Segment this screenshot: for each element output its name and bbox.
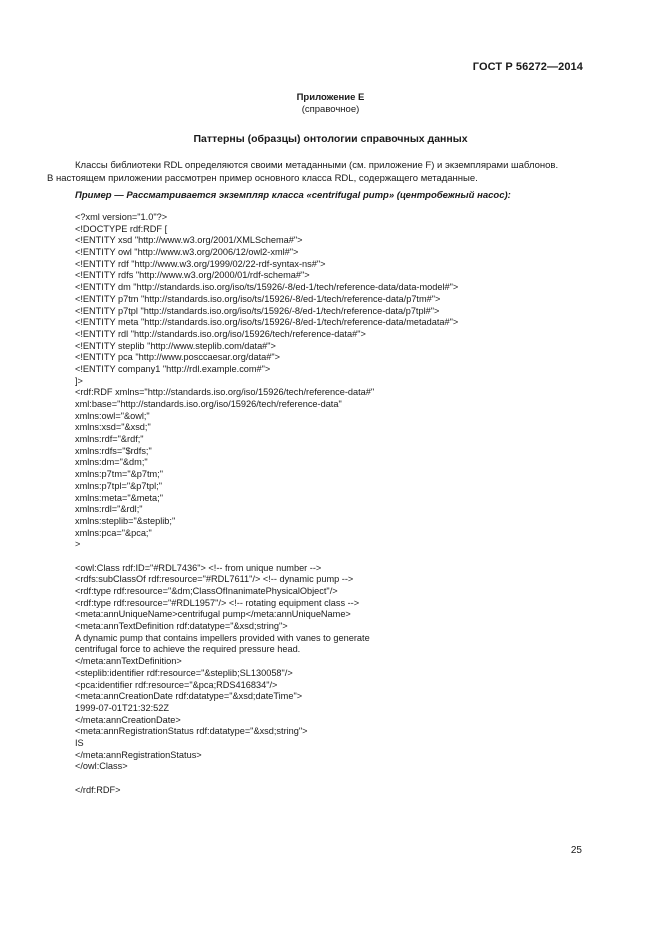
code-line: <owl:Class rdf:ID="#RDL7436"> <!-- from unique number --> bbox=[75, 562, 322, 573]
code-line bbox=[75, 773, 458, 785]
code-listing bbox=[75, 212, 458, 796]
code-line: <rdf:type rdf:resource="&dm;ClassOfInanimatePhysicalObject"/> bbox=[75, 586, 338, 596]
code-line: <!ENTITY dm "http://standards.iso.org/iso/ts/15926/-8/ed-1/tech/reference-data/data-model#"> bbox=[75, 282, 459, 293]
code-line: xmlns:owl="&owl;" bbox=[75, 410, 150, 421]
code-line: <rdf:RDF xmlns="http://standards.iso.org/iso/15926/tech/reference-data#" bbox=[75, 387, 375, 398]
example-label: Пример — Рассматривается экземпляр класса «centrifugal pump» (центробежный насос): bbox=[75, 190, 511, 201]
code-line: <!ENTITY meta "http://standards.iso.org/iso/ts/15926/-8/ed-1/tech/reference-data/metadata#"> bbox=[75, 317, 459, 328]
standard-code: ГОСТ Р 56272—2014 bbox=[472, 61, 583, 73]
annex-title: Приложение Е bbox=[296, 92, 365, 103]
code-line: ]> bbox=[75, 375, 83, 386]
code-line: A dynamic pump that contains impellers provided with vanes to generate bbox=[75, 632, 370, 643]
code-line: </meta:annTextDefinition> bbox=[75, 656, 182, 667]
code-line: <!ENTITY rdfs "http://www.w3.org/2000/01/rdf-schema#"> bbox=[75, 270, 310, 281]
code-line: xmlns:steplib="&steplib;" bbox=[75, 515, 176, 526]
code-line: > bbox=[75, 539, 81, 550]
code-line: <meta:annCreationDate rdf:datatype="&xsd;dateTime"> bbox=[75, 691, 303, 702]
code-line: <!ENTITY rdf "http://www.w3.org/1999/02/22-rdf-syntax-ns#"> bbox=[75, 258, 326, 269]
code-line: IS bbox=[75, 737, 84, 748]
code-line: <rdf:type rdf:resource="#RDL1957"/> <!-- rotating equipment class --> bbox=[75, 597, 360, 608]
code-line: <!ENTITY xsd "http://www.w3.org/2001/XMLSchema#"> bbox=[75, 235, 303, 246]
code-line: </meta:annCreationDate> bbox=[75, 714, 181, 725]
code-line: xmlns:meta="&meta;" bbox=[75, 492, 163, 503]
code-line: </rdf:RDF> bbox=[75, 784, 121, 795]
code-line: <steplib:identifier rdf:resource="&steplib;SL130058"/> bbox=[75, 667, 293, 678]
code-line: <!ENTITY rdl "http://standards.iso.org/iso/15926/tech/reference-data#"> bbox=[75, 328, 366, 339]
code-line: xmlns:rdl="&rdl;" bbox=[75, 504, 143, 515]
code-line: <!ENTITY company1 "http://rdl.example.com#"> bbox=[75, 363, 271, 374]
code-line: <meta:annRegistrationStatus rdf:datatype="&xsd;string"> bbox=[75, 726, 308, 737]
code-line: xmlns:p7tm="&p7tm;" bbox=[75, 469, 163, 480]
code-line: xml:base="http://standards.iso.org/iso/15926/tech/reference-data" bbox=[75, 399, 342, 409]
code-line: xmlns:dm="&dm;" bbox=[75, 457, 148, 468]
code-line: <!ENTITY p7tm "http://standards.iso.org/iso/ts/15926/-8/ed-1/tech/reference-data/p7tm#"> bbox=[75, 293, 441, 304]
code-line: <pca:identifier rdf:resource="&pca;RDS416834"/> bbox=[75, 679, 278, 690]
intro-paragraph bbox=[47, 159, 587, 185]
code-line: 1999-07-01T21:32:52Z bbox=[75, 702, 169, 713]
code-line: xmlns:pca="&pca;" bbox=[75, 527, 152, 538]
code-line: xmlns:rdf="&rdf;" bbox=[75, 434, 144, 445]
code-line: <rdfs:subClassOf rdf:resource="#RDL7611"/> <!-- dynamic pump --> bbox=[75, 574, 354, 585]
intro-paragraph-line: Классы библиотеки RDL определяются своими метаданными (см. приложение F) и экземплярами шаблонов. bbox=[75, 160, 559, 171]
code-line: <!DOCTYPE rdf:RDF [ bbox=[75, 223, 168, 234]
annex-subtitle: (справочное) bbox=[301, 104, 360, 115]
code-line: </meta:annRegistrationStatus> bbox=[75, 749, 202, 760]
code-line: <!ENTITY pca "http://www.posccaesar.org/data#"> bbox=[75, 352, 281, 363]
intro-paragraph-line: В настоящем приложении рассмотрен пример основного класса RDL, содержащего метаданные. bbox=[47, 173, 478, 184]
code-line: <!ENTITY steplib "http://www.steplib.com/data#"> bbox=[75, 340, 276, 351]
code-line: </owl:Class> bbox=[75, 761, 128, 772]
code-line: <!ENTITY p7tpl "http://standards.iso.org/iso/ts/15926/-8/ed-1/tech/reference-data/p7tpl#"> bbox=[75, 305, 440, 316]
code-line: <?xml version="1.0"?> bbox=[75, 212, 168, 222]
code-line: <meta:annUniqueName>centrifugal pump</meta:annUniqueName> bbox=[75, 609, 351, 620]
code-line: xmlns:rdfs="$rdfs;" bbox=[75, 445, 152, 456]
code-line: xmlns:xsd="&xsd;" bbox=[75, 422, 151, 433]
section-title: Паттерны (образцы) онтологии справочных данных bbox=[193, 133, 468, 145]
code-line: xmlns:p7tpl="&p7tpl;" bbox=[75, 480, 162, 491]
code-line bbox=[75, 551, 458, 563]
page-number: 25 bbox=[570, 845, 582, 856]
code-line: <!ENTITY owl "http://www.w3.org/2006/12/owl2-xml#"> bbox=[75, 247, 299, 258]
code-line: <meta:annTextDefinition rdf:datatype="&xsd;string"> bbox=[75, 621, 288, 632]
code-line: centrifugal force to achieve the required pressure head. bbox=[75, 644, 301, 655]
